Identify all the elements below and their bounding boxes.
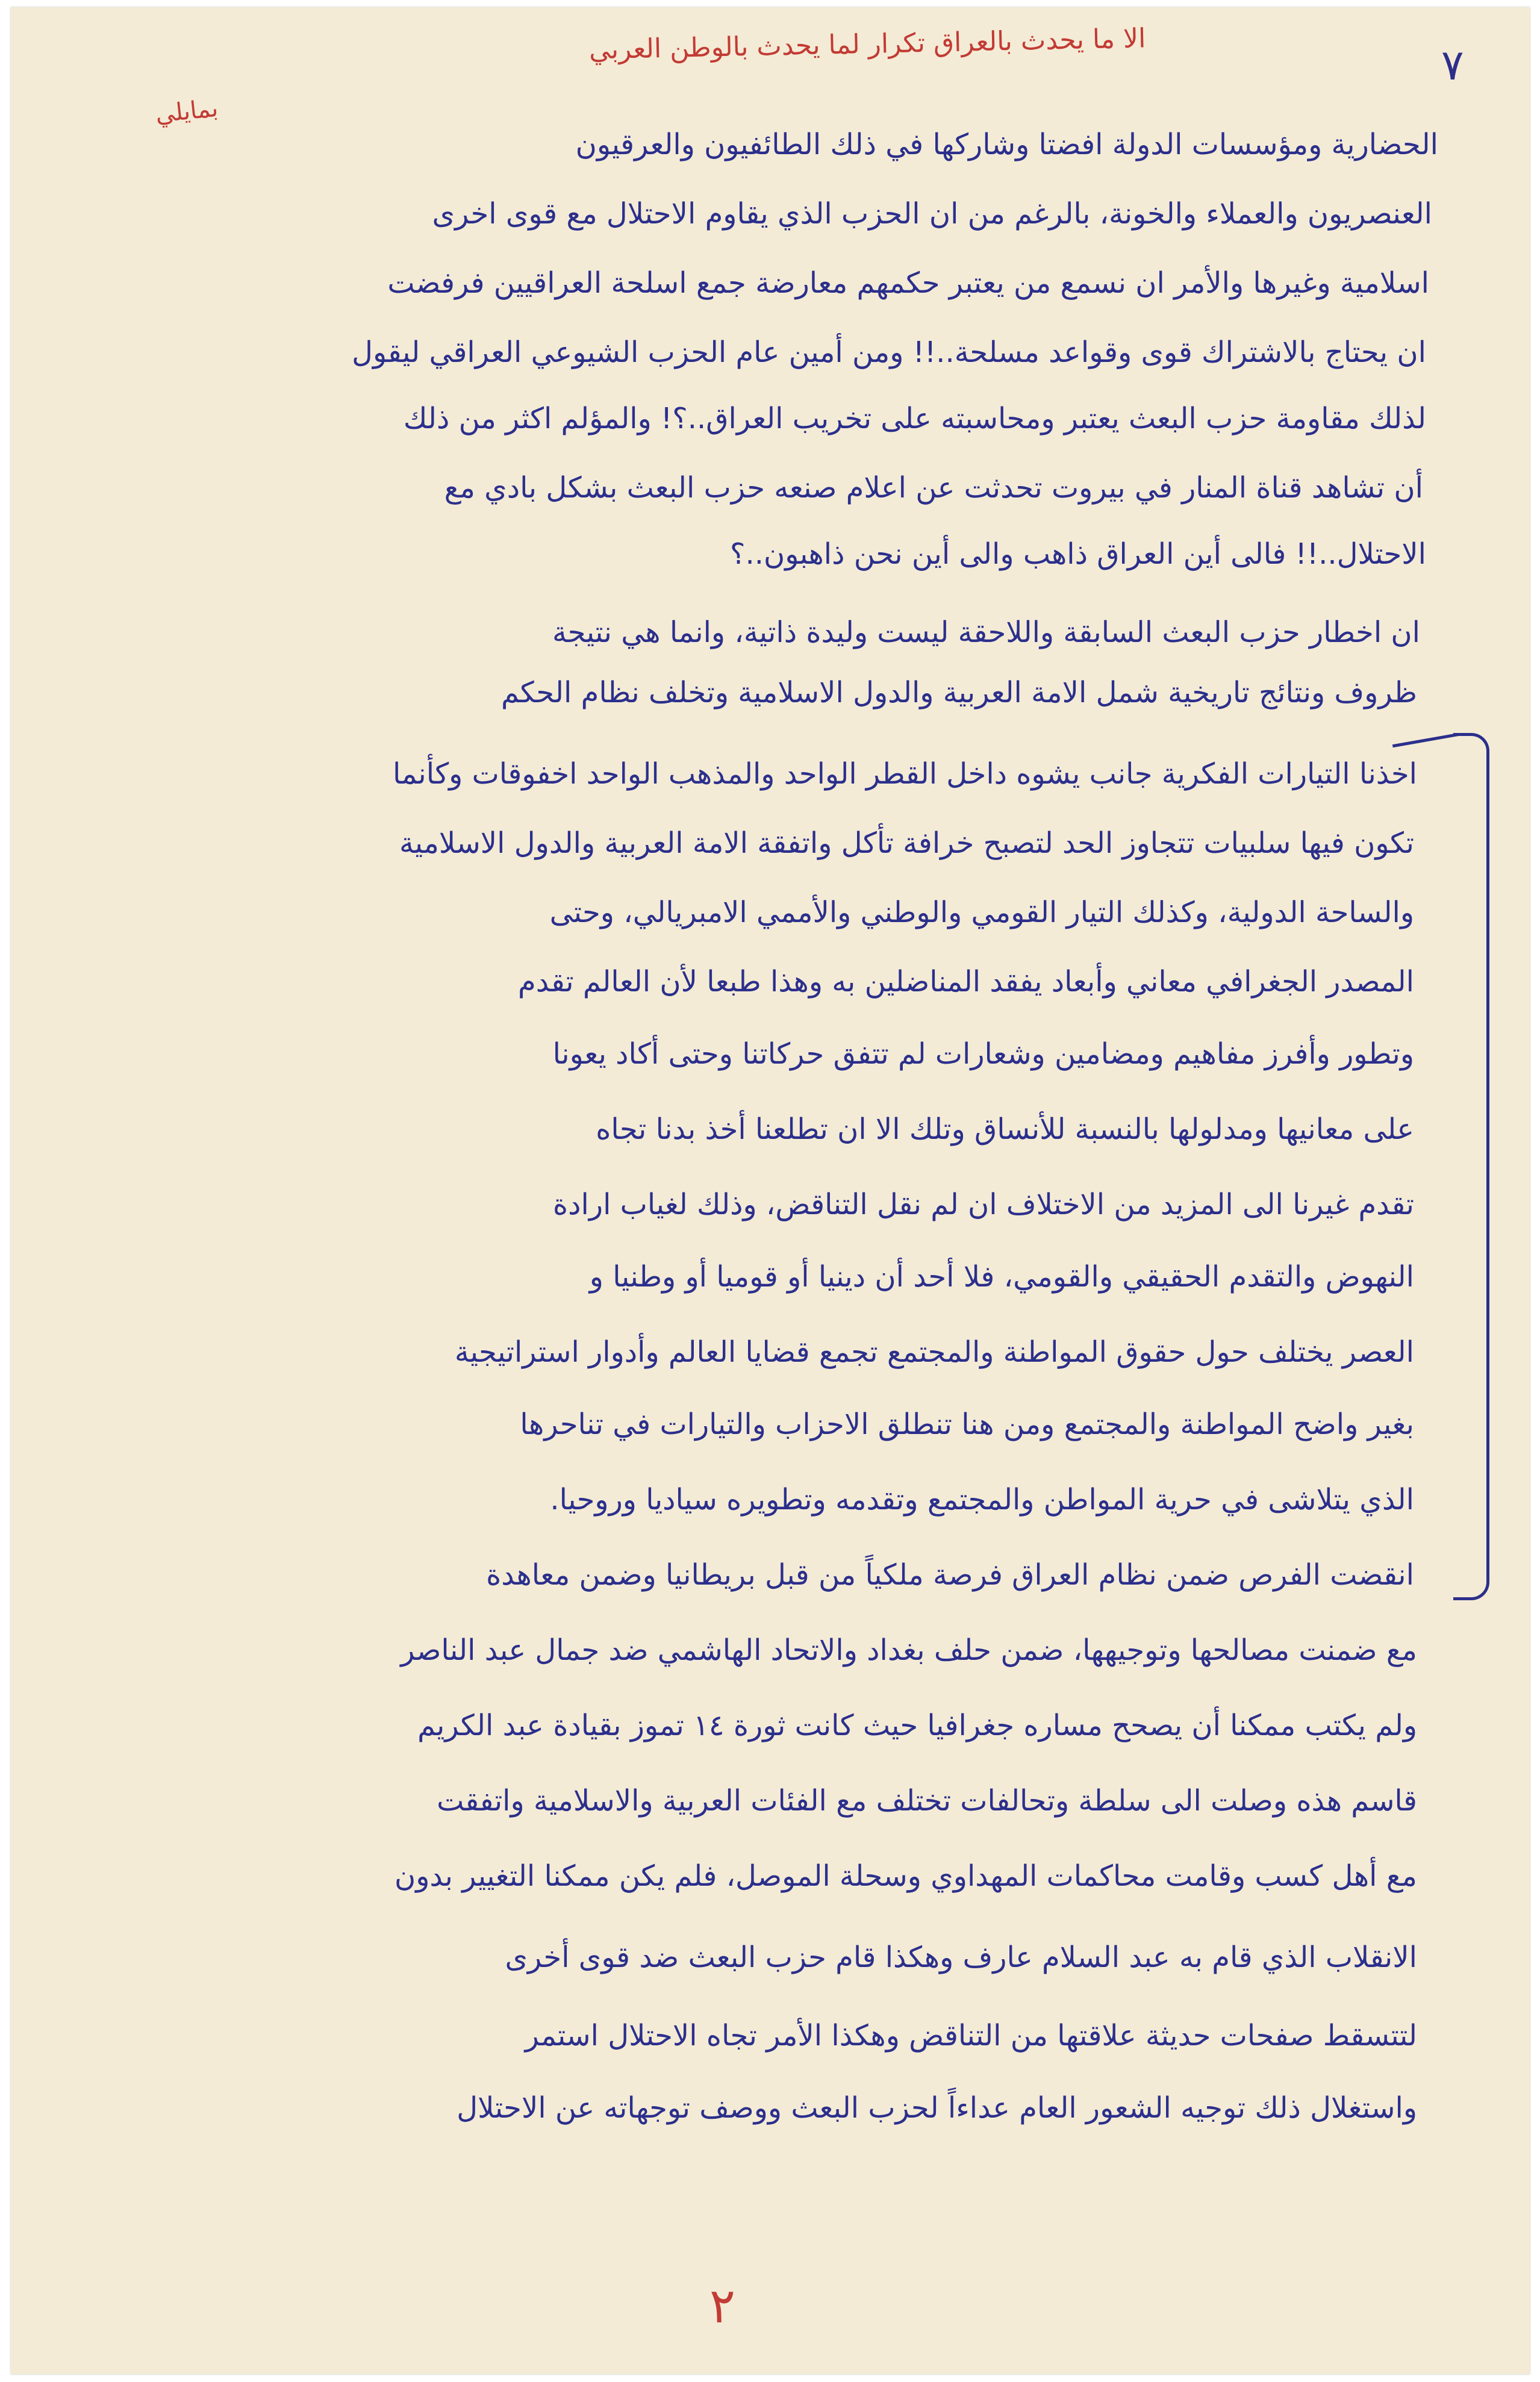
margin-bracket [1453,733,1489,1600]
text-line: المصدر الجغرافي معاني وأبعاد يفقد المناضلين به وهذا طبعا لأن العالم تقدم [518,965,1414,999]
text-line: مع ضمنت مصالحها وتوجيهها، ضمن حلف بغداد والاتحاد الهاشمي ضد جمال عبد الناصر [401,1633,1417,1667]
text-line: على معانيها ومدلولها بالنسبة للأنساق وتلك الا ان تطلعنا أخذ بدنا تجاه [596,1112,1414,1146]
manuscript-page [11,7,1530,2374]
text-line: ظروف ونتائج تاريخية شمل الامة العربية والدول الاسلامية وتخلف نظام الحكم [500,676,1417,709]
text-line: لذلك مقاومة حزب البعث يعتبر ومحاسبته على تخريب العراق..؟! والمؤلم اكثر من ذلك [403,402,1426,435]
text-line: العنصريون والعملاء والخونة، بالرغم من ان الحزب الذي يقاوم الاحتلال مع قوى اخرى [432,197,1432,231]
text-line: بغير واضح المواطنة والمجتمع ومن هنا تنطلق الاحزاب والتيارات في تناحرها [520,1408,1414,1441]
text-line: لتتسقط صفحات حديثة علاقتها من التناقض وهكذا الأمر تجاه الاحتلال استمر [525,2019,1417,2053]
text-line: انقضت الفرص ضمن نظام العراق فرصة ملكياً من قبل بريطانيا وضمن معاهدة [486,1558,1414,1592]
text-line: الذي يتلاشى في حرية المواطن والمجتمع وتقدمه وتطويره سياديا وروحيا. [550,1483,1414,1517]
text-line: تكون فيها سلبيات تتجاوز الحد لتصبح خرافة تأكل واتفقة الامة العربية والدول الاسلامية [399,826,1414,860]
text-line: ان يحتاج بالاشتراك قوى وقواعد مسلحة..!! ومن أمين عام الحزب الشيوعي العراقي ليقول [352,335,1426,369]
text-line: الانقلاب الذي قام به عبد السلام عارف وهكذا قام حزب البعث ضد قوى أخرى [505,1941,1417,1974]
text-line: قاسم هذه وصلت الى سلطة وتحالفات تختلف مع الفئات العربية والاسلامية واتفقت [437,1784,1417,1818]
page-number: ٢ [709,2278,735,2334]
text-line: والساحة الدولية، وكذلك التيار القومي والوطني والأممي الامبريالي، وحتى [549,896,1414,929]
text-line: ان اخطار حزب البعث السابقة واللاحقة ليست وليدة ذاتية، وانما هي نتيجة [552,616,1420,649]
text-line: أن تشاهد قناة المنار في بيروت تحدثت عن اعلام صنعه حزب البعث بشكل بادي مع [444,471,1423,505]
text-line: مع أهل كسب وقامت محاكمات المهداوي وسحلة الموصل، فلم يكن ممكنا التغيير بدون [394,1859,1417,1893]
text-line: ولم يكتب ممكنا أن يصحح مساره جغرافيا حيث كانت ثورة ١٤ تموز بقيادة عبد الكريم [417,1709,1417,1742]
text-line: وتطور وأفرز مفاهيم ومضامين وشعارات لم تتفق حركاتنا وحتى أكاد يعونا [552,1037,1414,1071]
text-line: النهوض والتقدم الحقيقي والقومي، فلا أحد أن دينيا أو قوميا أو وطنيا و [589,1260,1414,1294]
page-mark: ٧ [1441,40,1464,90]
text-line: تقدم غيرنا الى المزيد من الاختلاف ان لم نقل التناقض، وذلك لغياب ارادة [553,1188,1414,1221]
text-line: اسلامية وغيرها والأمر ان نسمع من يعتبر حكمهم معارضة جمع اسلحة العراقيين فرفضت [387,266,1429,300]
text-line: واستغلال ذلك توجيه الشعور العام عداءاً لحزب البعث ووصف توجهاته عن الاحتلال [457,2091,1417,2125]
text-line: العصر يختلف حول حقوق المواطنة والمجتمع تجمع قضايا العالم وأدوار استراتيجية [454,1335,1414,1369]
margin-bracket-hook [1388,709,1458,747]
red-margin-note: الا ما يحدث بالعراق تكرار لما يحدث بالوطن العربي [588,23,1146,66]
text-line: اخذنا التيارات الفكرية جانب يشوه داخل القطر الواحد والمذهب الواحد اخفوقات وكأنما [392,757,1417,791]
red-side-note: بمايلي [154,94,220,129]
text-line: الاحتلال..!! فالى أين العراق ذاهب والى أين نحن ذاهبون..؟ [729,537,1426,571]
text-line: الحضارية ومؤسسات الدولة افضتا وشاركها في ذلك الطائفيون والعرقيون [575,128,1438,161]
